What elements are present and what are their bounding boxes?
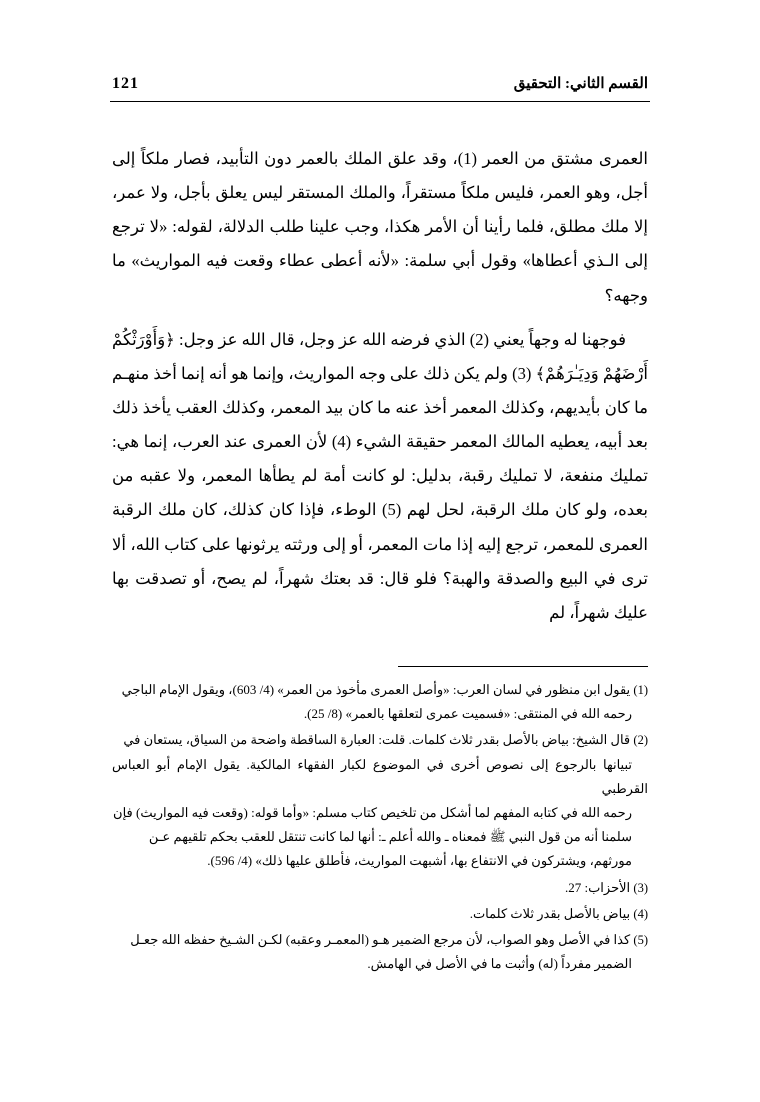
body-text (112, 142, 648, 640)
footnote-text: يقول ابن منظور في لسان العرب: «وأصل العمرى مأخوذ من العمر» (4/ 603)، ويقول الإمام الباجي (121, 682, 631, 697)
footnote-text: رحمه الله في كتابه المفهم لما أشكل من تلخيص كتاب مسلم: «وأما قوله: (وقعت فيه المواريث) فإن (113, 805, 632, 821)
footnote-marker: (2) (633, 733, 648, 748)
body-paragraph-1: العمرى مشتق من العمر (1)، وقد علق الملك بالعمر دون التأبيد، فصار ملكاً إلى أجل، وهو العمر، فليس ملكاً مستقراً، والملك المستقر ليس يعلق بأجل، ولا عمر، إلا ملك مطلق، فلما رأينا أن الأمر هكذا، وجب علينا طلب الدلالة، لقوله: «لا ترجع إلى الـذي أعطاها» وقول أبي سلمة: «لأنه أعطى عطاء وقعت فيه المواريث» ما وجهه؟ (112, 149, 648, 305)
body-paragraph-2: فوجهنا له وجهاً يعني (2) الذي فرضه الله عز وجل، قال الله عز وجل: ﴿وَأَوْرَثْكُمْ أَرْضَهُمْ وَدِيَـٰرَهُمْ﴾ (3) ولم يكن ذلك على وجه المواريث، وإنما هو أنه إنما أخذ منهـم ما كان بأيديهم، وكذلك المعمر أخذ عنه ما كان بيد المعمر، وكذلك العقب يأخذ ذلك بعد أبيه، يعطيه المالك المعمر حقيقة الشيء (4) لأن العمرى عند العرب، إنما هي: تمليك منفعة، لا تمليك رقبة، بدليل: لو كانت أمة لم يطأها المعمر، ولا عقبه من بعده، ولو كان ملك الرقبة، لحل لهم (5) الوطء، فإذا كان كذلك، كان ملك الرقبة العمرى للمعمر، ترجع إليه إذا مات المعمر، أو إلى ورثته يرثونها على كتاب الله، ألا ترى في البيع والصدقة والهبة؟ فلو قال: قد بعتك شهراً، لم يصح، أو تصدقت بها عليك شهراً، لم (112, 329, 649, 622)
footnote-4 (112, 902, 648, 926)
footnote-text: تبيانها بالرجوع إلى نصوص أخرى في الموضوع لكبار الفقهاء المالكية. يقول الإمام أبو العباس القرطبي (112, 756, 648, 796)
footnote-5 (112, 928, 648, 976)
footnote-marker: (4) (633, 906, 648, 921)
footnote-1 (112, 678, 648, 726)
page-number: 121 (112, 75, 139, 92)
footnote-text: بياض بالأصل بقدر ثلاث كلمات. (469, 905, 631, 921)
footnote-text: الضمير مفرداً (له) وأثبت ما في الأصل في الهامش. (367, 956, 632, 972)
footnote-text: كذا في الأصل وهو الصواب، لأن مرجع الضمير هـو (المعمـر وعقبه) لكـن الشـيخ حفظه الله جعـل (130, 932, 631, 948)
footnote-3 (112, 876, 648, 900)
footnote-separator (398, 666, 648, 667)
footnote-marker: (5) (633, 933, 648, 948)
header-rule (110, 101, 650, 102)
footnote-marker: (1) (633, 683, 648, 697)
footnote-marker: (3) (633, 880, 648, 895)
footnote-2 (112, 728, 648, 873)
footnote-text: مورثهم، ويشتركون في الانتفاع بها، أشبهت المواريث، فأطلق عليها ذلك» (4/ 596). (207, 853, 632, 869)
footnotes-block (112, 678, 648, 978)
footnote-text: رحمه الله في المنتقى: «فسميت عمرى لتعلقها بالعمر» (8/ 25). (303, 706, 632, 722)
footnote-text: قال الشيخ: بياض بالأصل بقدر ثلاث كلمات. قلت: العبارة الساقطة واضحة من السياق، يستعان في (123, 732, 631, 748)
footnote-text: الأحزاب: 27. (564, 879, 631, 895)
chapter-title: القسم الثاني: التحقيق (513, 76, 648, 92)
footnote-text: سلمنا أنه من قول النبي ﷺ فمعناه ـ والله أعلم ـ: أنها لما كانت تنتقل للعقب بحكم تلقيهم عـن (148, 829, 632, 845)
page-header (112, 74, 648, 93)
